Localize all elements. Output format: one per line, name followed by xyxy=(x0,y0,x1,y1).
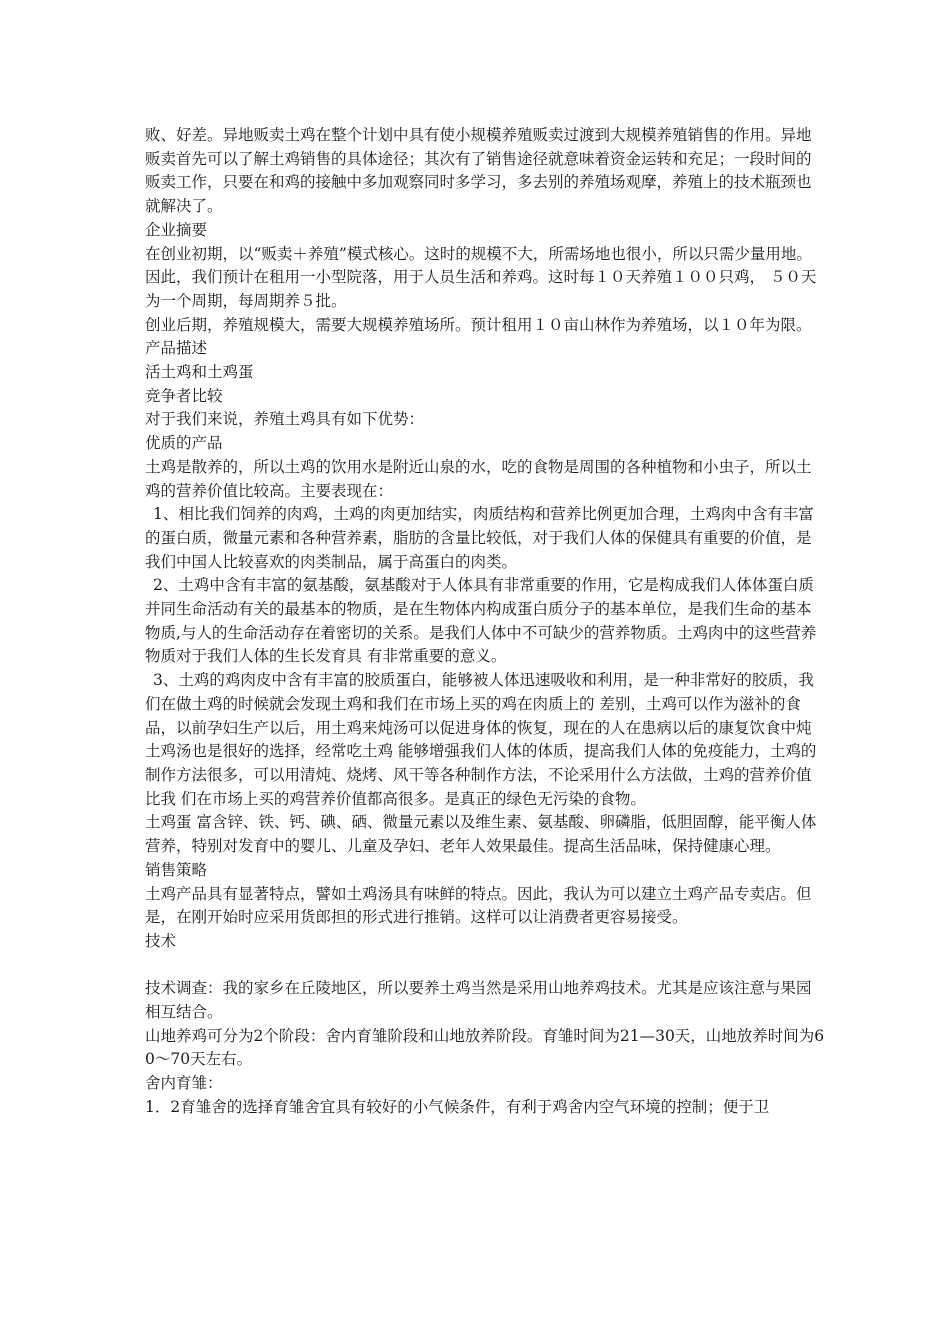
paragraph-intro-continuation: 败、好差。异地贩卖土鸡在整个计划中具有使小规模养殖贩卖过渡到大规模养殖销售的作用。异地贩卖首先可以了解土鸡销售的具体途径；其次有了销售途径就意味着资金运转和充足；一段时间的贩卖工作，只要在和鸡的接触中多加观察同时多学习，多去别的养殖场观摩，养殖上的技术瓶颈也就解决了。 xyxy=(145,126,812,216)
paragraph-eggs: 土鸡蛋 富含锌、铁、钙、碘、硒、微量元素以及维生素、氨基酸、卵磷脂，低胆固醇，能平衡人体营养，特别对发育中的婴儿、儿童及孕妇、老年人效果最佳。提高生活品味，保持健康心理。 xyxy=(145,813,817,856)
paragraph-advantages-intro: 对于我们来说，养殖土鸡具有如下优势： xyxy=(145,410,425,429)
heading-technology: 技术 xyxy=(145,931,177,950)
paragraph-startup-phase: 在创业初期，以“贩卖＋养殖”模式核心。这时的规模不大，所需场地也很小，所以只需少量用地。因此，我们预计在租用一小型院落，用于人员生活和养鸡。这时每１０天养殖１００只鸡， ５０天为一个周期，每周期养５批。 xyxy=(145,244,817,310)
document-body xyxy=(145,124,825,1120)
paragraph-sales-strategy: 土鸡产品具有显著特点，譬如土鸡汤具有味鲜的特点。因此，我认为可以建立土鸡产品专卖店。但是，在刚开始时应采用货郎担的形式进行推销。这样可以让消费者更容易接受。 xyxy=(145,884,812,927)
heading-business-summary: 企业摘要 xyxy=(145,220,208,239)
blank-line xyxy=(145,954,825,978)
heading-products: 活土鸡和土鸡蛋 xyxy=(145,363,254,382)
heading-quality-product: 优质的产品 xyxy=(145,434,223,453)
paragraph-free-range: 土鸡是散养的，所以土鸡的饮用水是附近山泉的水，吃的食物是周围的各种植物和小虫子，所以土鸡的营养价值比较高。主要表现在： xyxy=(145,457,812,500)
heading-sales-strategy: 销售策略 xyxy=(145,860,208,879)
list-item-point-1: 1、相比我们饲养的肉鸡，土鸡的肉更加结实，肉质结构和营养比例更加合理，土鸡肉中含有丰富的蛋白质，微量元素和各种营养素，脂肪的含量比较低，对于我们人体的保健具有重要的价值，是我们中国人比较喜欢的肉类制品，属于高蛋白的肉类。 xyxy=(145,505,814,571)
heading-indoor-brooding: 舍内育雏： xyxy=(145,1074,223,1093)
paragraph-brooding-house: 1．2育雏舍的选择育雏舍宜具有较好的小气候条件，有利于鸡舍内空气环境的控制；便于卫 xyxy=(145,1097,770,1116)
list-item-point-3: 3、土鸡的鸡肉皮中含有丰富的胶质蛋白，能够被人体迅速吸收和利用，是一种非常好的胶质，我们在做土鸡的时候就会发现土鸡和我们在市场上买的鸡在肉质上的 差别，土鸡可以作为滋补的食品，以前孕妇生产以后，用土鸡来炖汤可以促进身体的恢复，现在的人在患病以后的康复饮食中炖土鸡汤也是很好的选择，经常吃土鸡 能够增强我们人体的体质，提高我们人体的免疫能力，土鸡的制作方法很多，可以用清炖、烧烤、风干等各种制作方法，不论采用什么方法做，土鸡的营养价值比我 们在市场上买的鸡营养价值都高很多。是真正的绿色无污染的食物。 xyxy=(145,671,817,808)
paragraph-later-phase: 创业后期，养殖规模大，需要大规模养殖场所。预计租用１０亩山林作为养殖场，以１０年为限。 xyxy=(145,315,812,334)
paragraph-tech-survey: 技术调查：我的家乡在丘陵地区，所以要养土鸡当然是采用山地养鸡技术。尤其是应该注意与果园相互结合。 xyxy=(145,979,812,1021)
heading-competitor-comparison: 竞争者比较 xyxy=(145,386,223,405)
heading-product-description: 产品描述 xyxy=(145,339,208,358)
list-item-point-2: 2、土鸡中含有丰富的氨基酸，氨基酸对于人体具有非常重要的作用，它是构成我们人体体蛋白质并同生命活动有关的最基本的物质，是在生物体内构成蛋白质分子的基本单位，是我们生命的基本物质,与人的生命活动存在着密切的关系。是我们人体中不可缺少的营养物质。土鸡肉中的这些营养物质对于我们人体的生长发育具 有非常重要的意义。 xyxy=(145,576,817,666)
paragraph-two-stages: 山地养鸡可分为2个阶段：舍内育雏阶段和山地放养阶段。育雏时间为21—30天，山地放养时间为60～70天左右。 xyxy=(145,1026,825,1069)
